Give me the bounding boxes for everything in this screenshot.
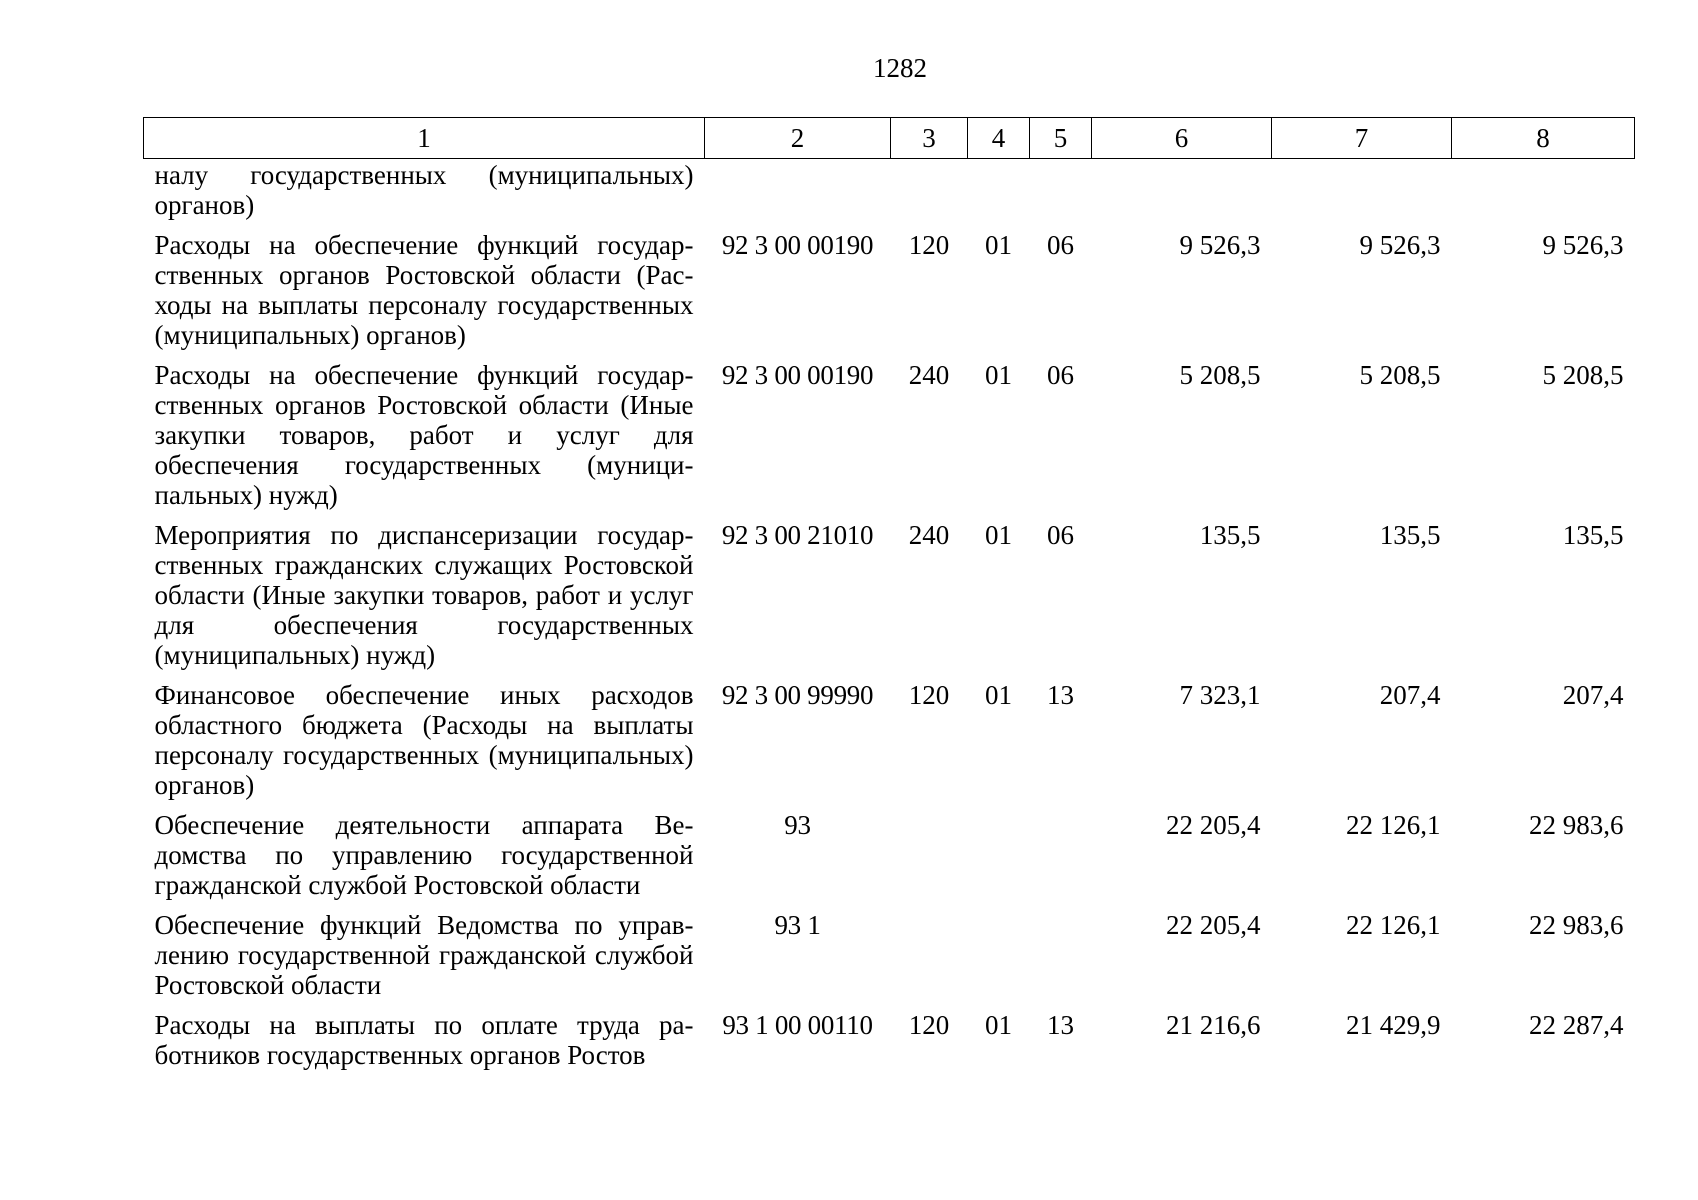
row-target-code: 93 1 00 00110 (722, 1010, 873, 1040)
row-expense-type (891, 810, 968, 910)
row-value-col6: 21 216,6 (1166, 1010, 1261, 1040)
row-section (968, 810, 1030, 910)
header-col-7: 7 (1272, 118, 1452, 159)
table-row (144, 810, 1635, 910)
row-target-code: 92 3 00 21010 (721, 520, 874, 550)
row-value-col7: 207,4 (1379, 680, 1441, 710)
row-section: 01 (985, 680, 1012, 710)
table-header (144, 118, 1635, 159)
table-row (144, 1010, 1635, 1080)
row-value-col8: 9 526,3 (1542, 230, 1624, 260)
row-section: 01 (985, 520, 1012, 550)
row-value-col7: 135,5 (1379, 520, 1441, 550)
row-section (968, 910, 1030, 1010)
row-subsection: 13 (1047, 1010, 1074, 1040)
row-section: 01 (985, 1010, 1012, 1040)
row-value-col6: 22 205,4 (1166, 910, 1261, 940)
row-subsection (1030, 810, 1092, 910)
row-section: 01 (985, 360, 1012, 390)
header-col-4: 4 (968, 118, 1030, 159)
header-col-1: 1 (144, 118, 705, 159)
row-target-code: 92 3 00 00190 (721, 360, 874, 390)
row-expense-type: 120 (908, 230, 950, 260)
row-subsection (1030, 910, 1092, 1010)
row-description: Расходы на выплаты по оплате труда работников государственных органов Ростов (154, 1010, 694, 1070)
row-expense-type: 120 (908, 1010, 950, 1040)
header-col-6: 6 (1092, 118, 1272, 159)
row-expense-type: 240 (908, 360, 950, 390)
row-value-col7: 21 429,9 (1346, 1010, 1441, 1040)
row-value-col7: 5 208,5 (1359, 360, 1441, 390)
row-value-col8: 22 983,6 (1529, 910, 1624, 940)
row-section (968, 159, 1030, 231)
row-value-col6: 22 205,4 (1166, 810, 1261, 840)
row-value-col6: 9 526,3 (1179, 230, 1261, 260)
row-value-col6: 7 323,1 (1179, 680, 1261, 710)
row-value-col7: 9 526,3 (1359, 230, 1441, 260)
row-description: Расходы на обеспечение функций государственных органов Ростовской области (Иные закупки товаров, работ и услуг для обеспечения государственных (муниципальных) нужд) (154, 360, 694, 510)
row-subsection: 13 (1047, 680, 1074, 710)
row-description: Обеспечение деятельности аппарата Ведомства по управлению государственной гражданской службой Ростовской области (154, 810, 694, 900)
table-row (144, 230, 1635, 360)
row-subsection: 06 (1047, 360, 1074, 390)
row-value-col7: 22 126,1 (1346, 910, 1441, 940)
header-col-3: 3 (891, 118, 968, 159)
table-body (144, 159, 1635, 1081)
table-row (144, 520, 1635, 680)
row-expense-type (891, 910, 968, 1010)
row-value-col7: 22 126,1 (1346, 810, 1441, 840)
row-value-col8: 5 208,5 (1542, 360, 1624, 390)
row-target-code (705, 159, 891, 231)
row-target-code: 92 3 00 00190 (721, 230, 874, 260)
table-row (144, 360, 1635, 520)
table-row (144, 680, 1635, 810)
header-col-2: 2 (705, 118, 891, 159)
row-description: Обеспечение функций Ведомства по управлению государственной гражданской службой Ростовской области (154, 910, 694, 1000)
row-subsection: 06 (1047, 520, 1074, 550)
row-section: 01 (985, 230, 1012, 260)
row-value-col8: 207,4 (1562, 680, 1624, 710)
row-target-code: 93 (784, 810, 811, 840)
row-value-col6 (1092, 159, 1272, 231)
header-row (144, 118, 1635, 159)
budget-table (143, 117, 1635, 1080)
row-expense-type (891, 159, 968, 231)
row-subsection (1030, 159, 1092, 231)
row-value-col8: 22 983,6 (1529, 810, 1624, 840)
table-row (144, 159, 1635, 231)
row-description: Финансовое обеспечение иных расходов областного бюджета (Расходы на выплаты персоналу государственных (муниципальных) органов) (154, 680, 694, 800)
row-value-col8: 135,5 (1562, 520, 1624, 550)
row-value-col8 (1452, 159, 1635, 231)
row-expense-type: 240 (908, 520, 950, 550)
row-description: Расходы на обеспечение функций государственных органов Ростовской области (Расходы на выплаты персоналу государственных (муниципальных) органов) (154, 230, 694, 350)
row-value-col6: 5 208,5 (1179, 360, 1261, 390)
page-number: 1282 (873, 53, 927, 83)
row-value-col6: 135,5 (1199, 520, 1261, 550)
row-value-col7 (1272, 159, 1452, 231)
row-target-code: 92 3 00 99990 (721, 680, 874, 710)
header-col-5: 5 (1030, 118, 1092, 159)
row-value-col8: 22 287,4 (1529, 1010, 1624, 1040)
row-description: Мероприятия по диспансеризации государственных гражданских служащих Ростовской области (Иные закупки товаров, работ и услуг для обеспечения государственных (муниципальных) нужд) (154, 520, 694, 670)
header-col-8: 8 (1452, 118, 1635, 159)
row-expense-type: 120 (908, 680, 950, 710)
row-subsection: 06 (1047, 230, 1074, 260)
row-description: налу государственных (муниципальных) органов) (154, 160, 694, 220)
row-target-code: 93 1 (774, 910, 821, 940)
table-row (144, 910, 1635, 1010)
